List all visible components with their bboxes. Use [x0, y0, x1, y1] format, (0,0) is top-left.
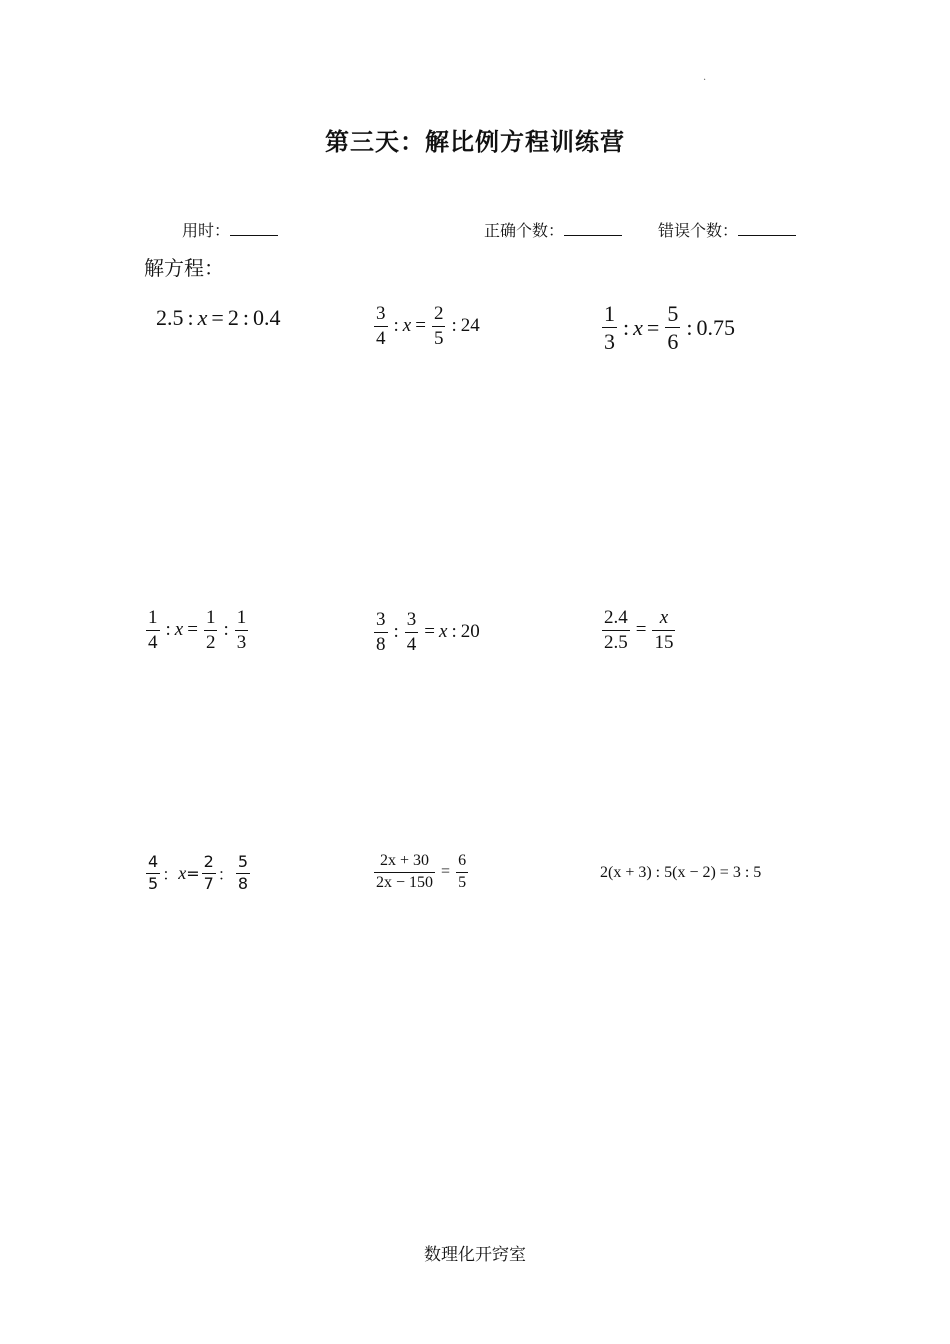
p8-denominator: 5 [458, 873, 467, 891]
p2-fraction [374, 304, 388, 349]
p7-denominator: 8 [237, 873, 248, 893]
p4-fraction [235, 608, 249, 653]
p1-term: 2.5 [156, 305, 184, 330]
p3-numerator: 5 [667, 301, 679, 326]
p3-term: 0.75 [696, 314, 735, 340]
p2-numerator: 3 [376, 303, 386, 324]
p3-equals: = [646, 314, 660, 340]
p2-equals: = [415, 315, 426, 337]
p2-fraction [432, 304, 446, 349]
footer-brand: 数理化开窍室 [424, 1245, 526, 1265]
p4-denominator: 2 [205, 631, 216, 653]
p3-denominator: 3 [604, 329, 615, 355]
p4-fraction [204, 608, 218, 653]
p4-numerator: 1 [236, 607, 247, 628]
p5-term: 20 [460, 621, 480, 643]
p3-denominator: 6 [667, 329, 679, 355]
p4-numerator: 1 [205, 607, 216, 628]
p6-numerator: x [659, 607, 669, 628]
p7-equals: = [186, 863, 200, 883]
p7-fraction [146, 854, 160, 893]
p4-colon: : [223, 619, 229, 641]
time-blank[interactable] [230, 221, 278, 236]
p1-colon: : [242, 305, 249, 330]
p6-fraction [652, 608, 675, 653]
p4-equals: = [187, 619, 198, 641]
instruction: 解方程： [144, 256, 224, 280]
p2-variable: x [402, 315, 412, 337]
page-title: 第三天：解比例方程训练营 [325, 128, 625, 156]
problem-9 [600, 864, 761, 882]
time-field [182, 218, 278, 241]
p7-denominator: 5 [148, 873, 159, 893]
p7-numerator: 4 [148, 852, 159, 871]
p1-equals: = [211, 305, 224, 330]
p2-colon: : [451, 315, 457, 337]
wrong-count-field [658, 218, 796, 241]
problem-4 [144, 608, 250, 653]
p2-term: 24 [460, 315, 480, 337]
p4-denominator: 4 [148, 631, 158, 653]
p3-fraction [602, 302, 617, 353]
p8-numerator: 6 [458, 852, 467, 869]
p4-colon: : [165, 619, 171, 641]
correct-blank[interactable] [564, 221, 622, 236]
wrong-blank[interactable] [738, 221, 796, 236]
p9-expression: 2(x + 3) : 5(x − 2) = 3 : 5 [600, 864, 762, 881]
p7-variable: x [178, 862, 187, 883]
p8-fraction [374, 853, 435, 892]
p3-colon: : [686, 314, 693, 340]
p7-fraction [236, 854, 250, 893]
p5-variable: x [439, 621, 448, 643]
p5-numerator: 3 [376, 609, 386, 630]
p4-numerator: 1 [148, 607, 158, 628]
p8-numerator: 2x + 30 [380, 852, 430, 869]
p8-equals: = [441, 863, 451, 881]
p7-numerator: 5 [237, 852, 248, 871]
p7-numerator: 2 [203, 852, 214, 871]
p8-fraction [456, 853, 468, 892]
p5-denominator: 8 [376, 633, 386, 655]
p4-fraction [146, 608, 160, 653]
p5-denominator: 4 [406, 633, 417, 655]
p1-term: 2 [227, 305, 239, 330]
correct-count-field [484, 218, 622, 241]
p6-numerator: 2.4 [604, 607, 628, 628]
p1-colon: : [187, 305, 194, 330]
problem-8 [372, 853, 470, 892]
p6-denominator: 15 [654, 631, 674, 653]
p5-colon: : [451, 621, 457, 643]
p5-fraction [374, 610, 388, 655]
problem-2 [372, 304, 480, 349]
p4-denominator: 3 [236, 631, 247, 653]
p3-colon: : [623, 314, 630, 340]
p1-variable: x [197, 305, 208, 330]
p3-numerator: 1 [604, 301, 615, 326]
p7-denominator: 7 [203, 873, 214, 893]
p4-variable: x [174, 619, 184, 641]
page-mark: . [703, 72, 707, 83]
problem-3 [600, 302, 735, 353]
problem-6 [600, 608, 677, 653]
p7-colon: ： [162, 864, 179, 884]
p6-fraction [602, 608, 630, 653]
problem-7 [144, 854, 252, 893]
p5-numerator: 3 [406, 609, 417, 630]
p2-denominator: 4 [376, 327, 386, 349]
p8-denominator: 2x − 150 [376, 873, 434, 891]
p6-denominator: 2.5 [604, 631, 628, 653]
problem-5 [372, 610, 480, 655]
correct-label: 正确个数： [484, 221, 565, 240]
problem-1 [156, 305, 280, 331]
p5-fraction [405, 610, 419, 655]
p6-equals: = [635, 619, 647, 641]
p7-colon: ： [217, 864, 234, 884]
time-label: 用时： [182, 221, 231, 240]
p5-colon: : [393, 621, 399, 643]
p2-numerator: 2 [433, 303, 444, 324]
p3-variable: x [633, 314, 643, 340]
p1-term: 0.4 [252, 305, 281, 330]
wrong-label: 错误个数： [658, 221, 739, 240]
p7-fraction [202, 854, 216, 893]
p5-equals: = [424, 621, 435, 643]
p2-denominator: 5 [433, 327, 444, 349]
p3-fraction [665, 302, 680, 353]
p2-colon: : [393, 315, 399, 337]
